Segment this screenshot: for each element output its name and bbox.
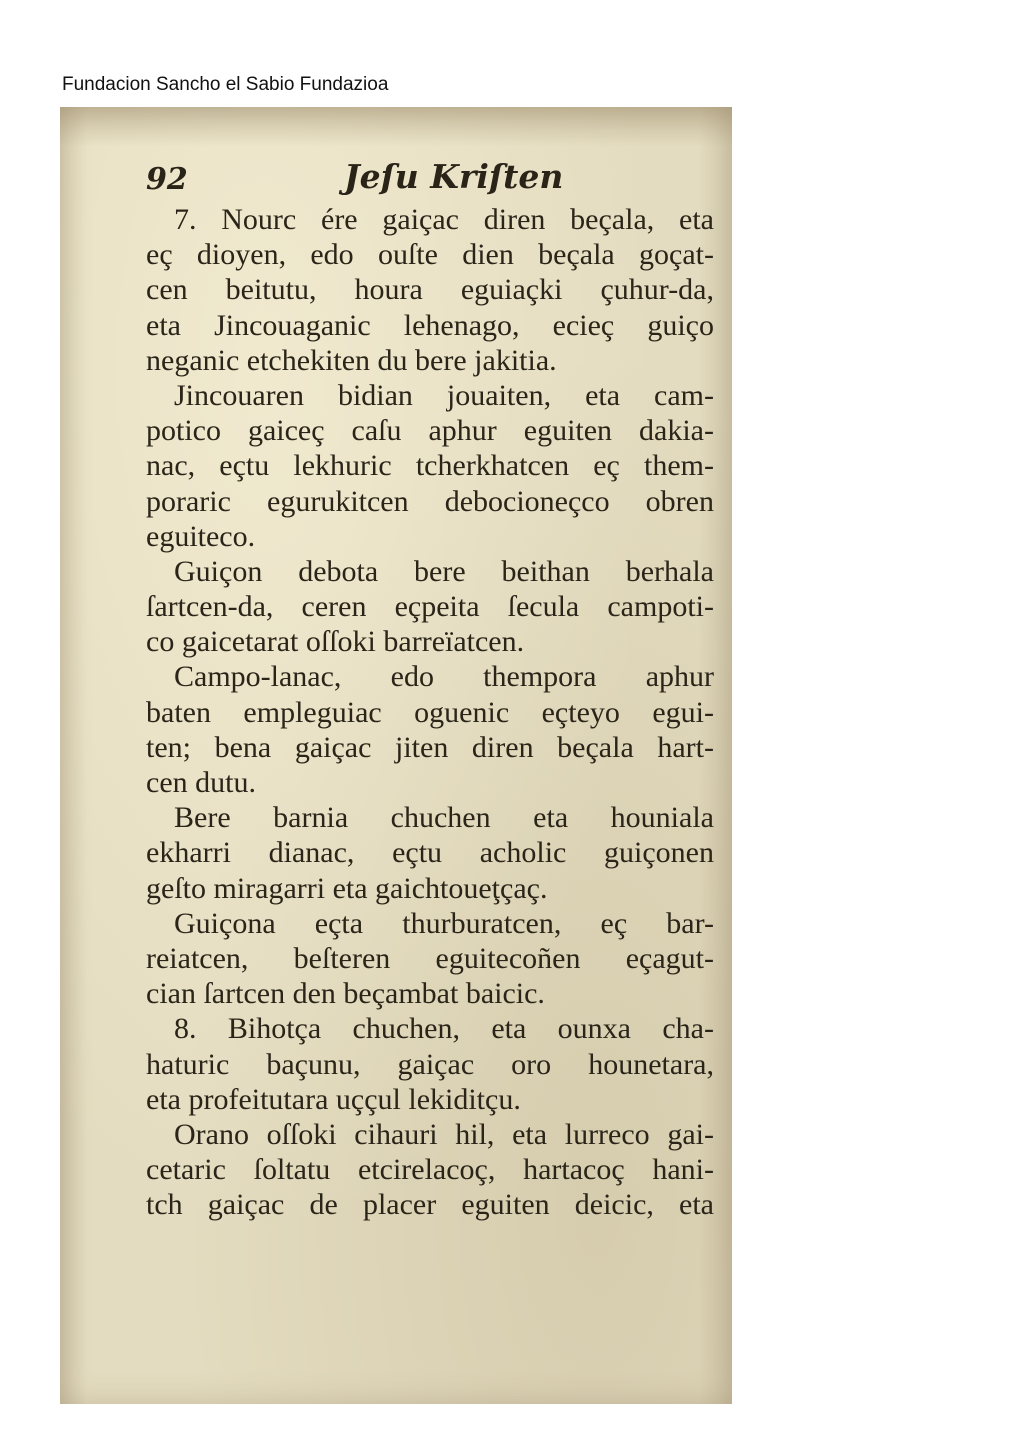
text-line: cian ſartcen den beçambat baicic.	[146, 977, 545, 1011]
source-attribution: Fundacion Sancho el Sabio Fundazioa	[62, 74, 389, 95]
text-line: eta profeitutara uççul lekiditçu.	[146, 1082, 521, 1116]
text-line: Guiçon debota bere beithan berhala	[174, 554, 714, 588]
text-line: Guiçona eçta thurburatcen, eç bar-	[174, 906, 714, 940]
text-line: ekharri dianac, eçtu acholic guiçonen	[146, 836, 714, 870]
text-line: 8. Bihotça chuchen, eta ounxa cha-	[174, 1012, 714, 1046]
scanned-book-page	[60, 107, 732, 1404]
text-line: eta Jincouaganic lehenago, ecieç guiço	[146, 308, 714, 342]
text-line: eç dioyen, edo ouſte dien beçala goçat-	[146, 238, 714, 272]
page-edge-shadow	[60, 107, 732, 147]
text-line: Campo-lanac, edo thempora aphur	[174, 660, 714, 694]
text-line: cen dutu.	[146, 766, 256, 799]
text-line: Bere barnia chuchen eta houniala	[174, 801, 714, 835]
text-line: nac, eçtu lekhuric tcherkhatcen eç them-	[146, 449, 714, 483]
text-line: neganic etchekiten du bere jakitia.	[146, 343, 557, 377]
text-line: cetaric ſoltatu etcirelacoç, hartacoç hani-	[146, 1153, 714, 1187]
text-line: 7. Nourc ére gaiçac diren beçala, eta	[174, 203, 714, 236]
page-number: 92	[146, 162, 188, 197]
text-line: co gaicetarat oſſoki barreïatcen.	[146, 625, 525, 659]
text-line: poraric egurukitcen debocioneçco obren	[146, 484, 714, 518]
text-line: eguiteco.	[146, 519, 256, 553]
text-line: baten empleguiac oguenic eçteyo egui-	[146, 695, 714, 729]
text-line: Jincouaren bidian jouaiten, eta cam-	[174, 378, 714, 412]
text-line: tch gaiçac de placer eguiten deicic, eta	[146, 1188, 714, 1222]
text-line: ſartcen-da, ceren eçpeita ſecula campoti-	[146, 590, 714, 624]
running-head: Jeſu Kriſten	[344, 157, 564, 196]
text-line: cen beitutu, houra eguiaçki çuhur-da,	[146, 273, 714, 307]
text-line: haturic baçunu, gaiçac oro hounetara,	[146, 1047, 714, 1081]
text-line: ten; bena gaiçac jiten diren beçala hart-	[146, 730, 714, 764]
text-line: geſto miragarri eta gaichtoueţçaç.	[146, 871, 548, 905]
text-line: Orano oſſoki cihauri hil, eta lurreco gai-	[174, 1117, 714, 1151]
text-line: potico gaiceç caſu aphur eguiten dakia-	[146, 414, 714, 448]
text-line: reiatcen, beſteren eguitecoñen eçagut-	[146, 941, 714, 975]
page-text	[146, 202, 714, 1222]
